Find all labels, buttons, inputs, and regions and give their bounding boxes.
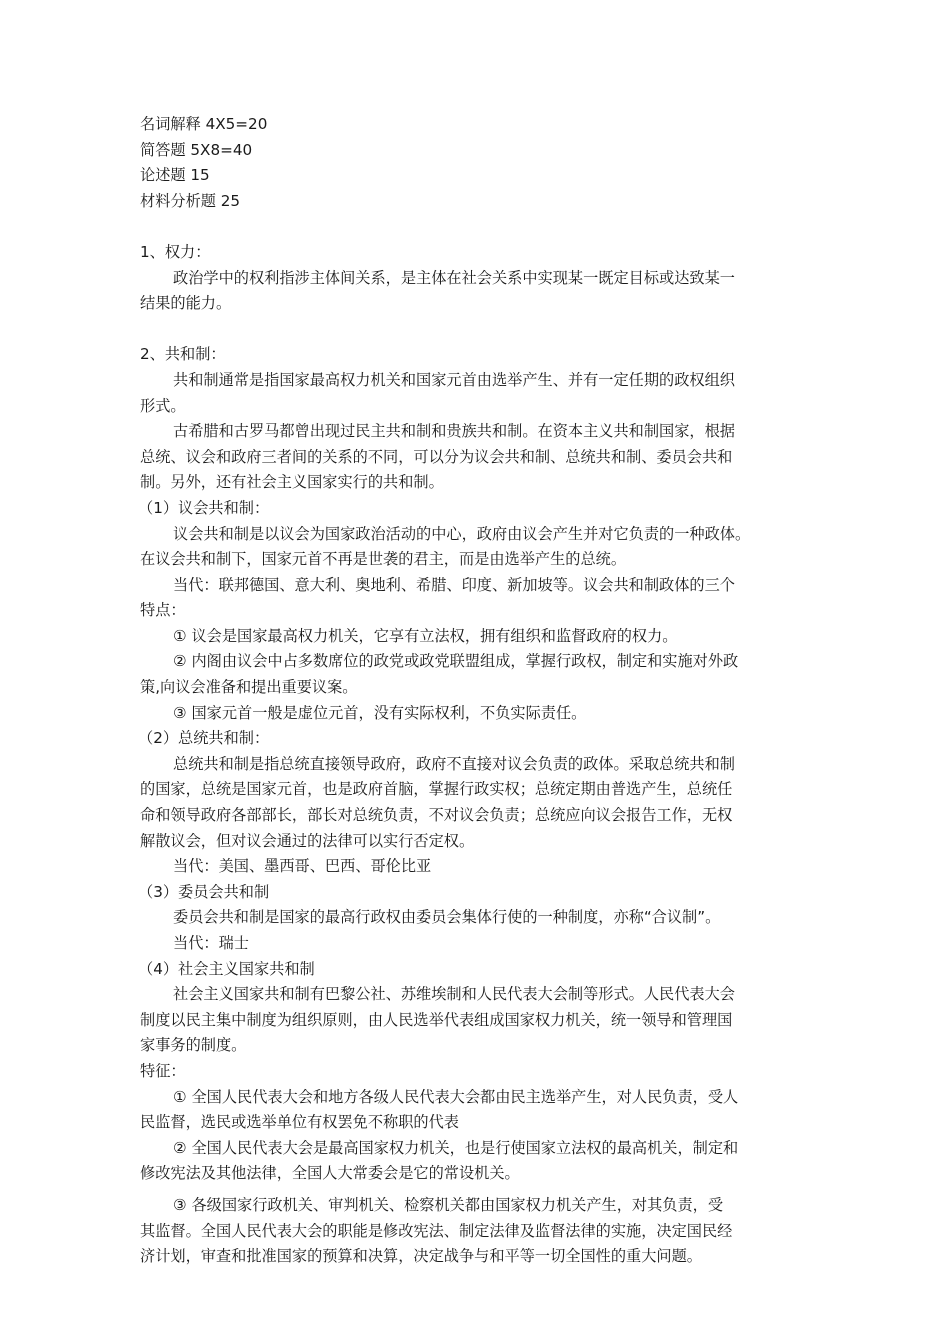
paragraph-line: 命和领导政府各部部长，部长对总统负责，不对议会负责；总统应向议会报告工作，无权 bbox=[140, 806, 733, 825]
section-title-power: 1、权力： bbox=[140, 242, 211, 261]
paragraph-line: 古希腊和古罗马都曾出现过民主共和制和贵族共和制。在资本主义共和制国家，根据 bbox=[173, 422, 735, 441]
features-label: 特征： bbox=[140, 1061, 186, 1080]
paragraph-line: 的国家，总统是国家元首，也是政府首脑，掌握行政实权；总统定期由普选产生，总统任 bbox=[140, 780, 733, 799]
paragraph-line: 形式。 bbox=[140, 396, 186, 415]
list-item-continuation: 其监督。全国人民代表大会的职能是修改宪法、制定法律及监督法律的实施，决定国民经 bbox=[140, 1221, 733, 1240]
paragraph-line: 结果的能力。 bbox=[140, 294, 232, 313]
paragraph-line: 当代：美国、墨西哥、巴西、哥伦比亚 bbox=[173, 857, 432, 876]
list-item: ③ 各级国家行政机关、审判机关、检察机关都由国家权力机关产生，对其负责，受 bbox=[173, 1195, 724, 1214]
list-item: ② 内阁由议会中占多数席位的政党或政党联盟组成，掌握行政权，制定和实施对外政 bbox=[173, 652, 739, 671]
blank-line bbox=[140, 317, 820, 343]
paragraph-line: 委员会共和制是国家的最高行政权由委员会集体行使的一种制度，亦称“合议制”。 bbox=[173, 908, 721, 927]
document-page bbox=[140, 112, 820, 1270]
paragraph-line: 在议会共和制下，国家元首不再是世袭的君主，而是由选举产生的总统。 bbox=[140, 550, 626, 569]
paragraph-line: 制。另外，还有社会主义国家实行的共和制。 bbox=[140, 473, 444, 492]
paragraph-line: 共和制通常是指国家最高权力机关和国家元首由选举产生、并有一定任期的政权组织 bbox=[173, 370, 735, 389]
subheading-presidential: （2）总统共和制： bbox=[138, 729, 270, 748]
paragraph-line: 总统、议会和政府三者间的关系的不同，可以分为议会共和制、总统共和制、委员会共和 bbox=[140, 447, 733, 466]
blank-line bbox=[140, 214, 820, 240]
paragraph-line: 社会主义国家共和制有巴黎公社、苏维埃制和人民代表大会制等形式。人民代表大会 bbox=[173, 985, 735, 1004]
paragraph-line: 当代：瑞士 bbox=[173, 934, 249, 952]
list-item-continuation: 修改宪法及其他法律，全国人大常委会是它的常设机关。 bbox=[140, 1164, 520, 1183]
paragraph-line: 解散议会，但对议会通过的法律可以实行否定权。 bbox=[140, 831, 475, 850]
score-line-short-answer: 简答题 5X8=40 bbox=[140, 140, 253, 159]
paragraph-line: 当代：联邦德国、意大利、奥地利、希腊、印度、新加坡等。议会共和制政体的三个 bbox=[173, 575, 735, 594]
list-item: ② 全国人民代表大会是最高国家权力机关，也是行使国家立法权的最高机关，制定和 bbox=[173, 1138, 739, 1157]
list-item: ① 议会是国家最高权力机关，它享有立法权，拥有组织和监督政府的权力。 bbox=[173, 626, 678, 645]
paragraph-line: 议会共和制是以议会为国家政治活动的中心，政府由议会产生并对它负责的一种政体。 bbox=[173, 524, 751, 543]
score-line-material-analysis: 材料分析题 25 bbox=[140, 191, 241, 210]
paragraph-line: 特点： bbox=[140, 601, 186, 620]
list-item-continuation: 策,向议会准备和提出重要议案。 bbox=[140, 678, 358, 697]
subheading-socialist: （4）社会主义国家共和制 bbox=[138, 959, 315, 978]
paragraph-line: 制度以民主集中制度为组织原则，由人民选举代表组成国家权力机关，统一领导和管理国 bbox=[140, 1010, 733, 1029]
subheading-committee: （3）委员会共和制 bbox=[138, 882, 270, 901]
paragraph-line: 总统共和制是指总统直接领导政府，政府不直接对议会负责的政体。采取总统共和制 bbox=[173, 754, 735, 773]
paragraph-line: 家事务的制度。 bbox=[140, 1036, 247, 1055]
score-line-essay: 论述题 15 bbox=[140, 166, 210, 185]
list-item: ① 全国人民代表大会和地方各级人民代表大会都由民主选举产生，对人民负责，受人 bbox=[173, 1087, 739, 1106]
score-line-terms: 名词解释 4X5=20 bbox=[140, 115, 268, 133]
list-item-continuation: 济计划，审查和批准国家的预算和决算，决定战争与和平等一切全国性的重大问题。 bbox=[140, 1247, 702, 1266]
section-title-republic: 2、共和制： bbox=[140, 345, 226, 364]
subheading-parliamentary: （1）议会共和制： bbox=[138, 498, 270, 517]
list-item-continuation: 民监督，选民或选举单位有权罢免不称职的代表 bbox=[140, 1113, 459, 1132]
list-item: ③ 国家元首一般是虚位元首，没有实际权利，不负实际责任。 bbox=[173, 703, 587, 722]
paragraph-line: 政治学中的权利指涉主体间关系，是主体在社会关系中实现某一既定目标或达致某一 bbox=[173, 268, 735, 287]
